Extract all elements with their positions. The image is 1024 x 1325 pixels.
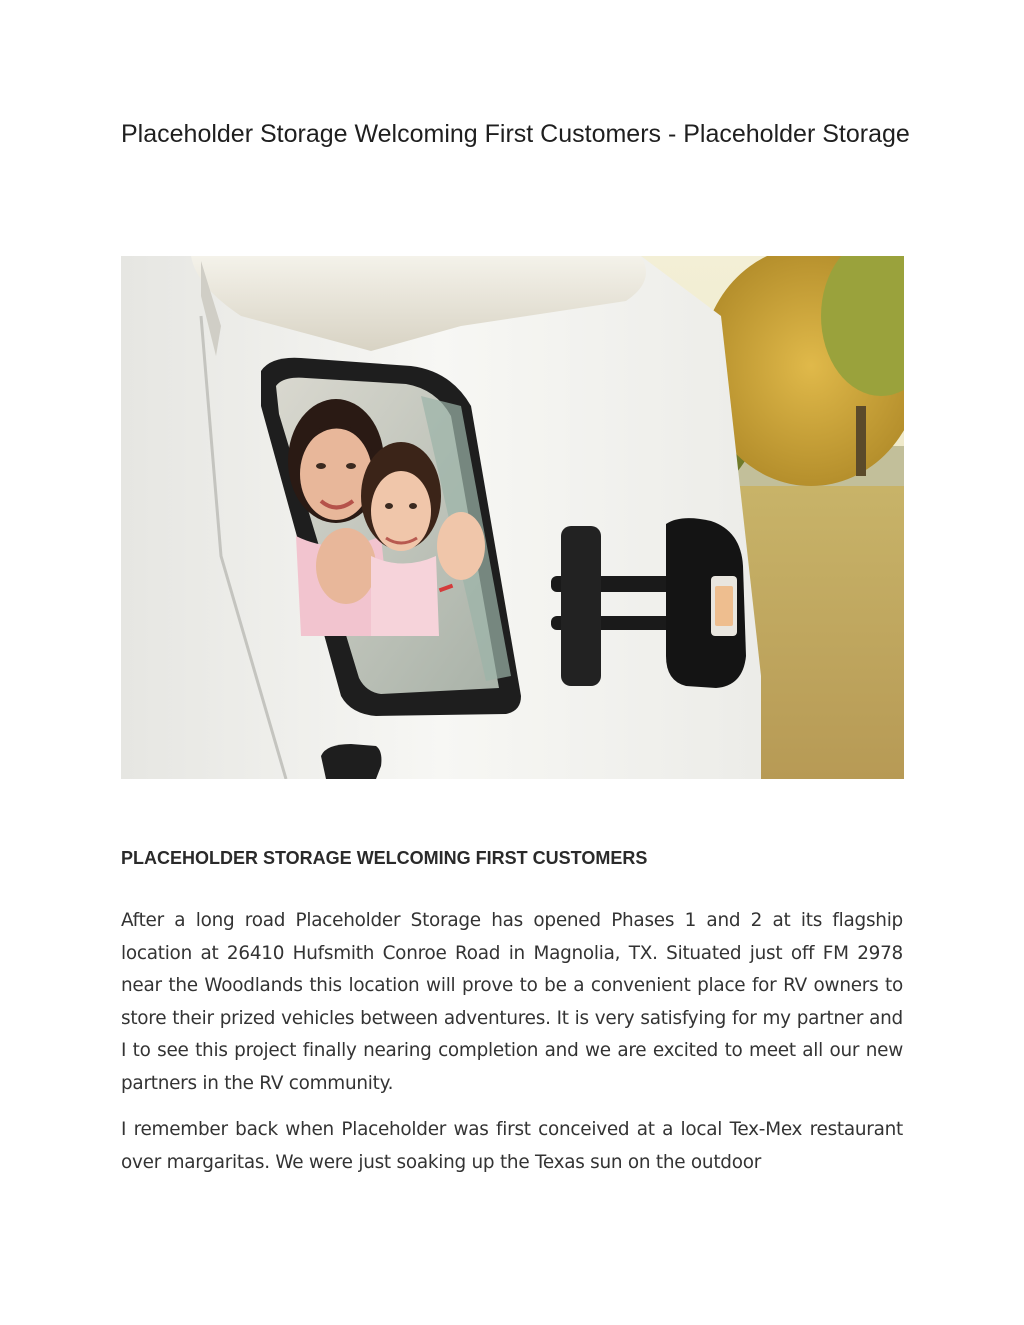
body-paragraph-1: After a long road Placeholder Storage has opened Phases 1 and 2 at its flagship location at 26410 Hufsmith Conroe Road in Magnolia, TX. Situated just off FM 2978 near the Woodlands this location will prove to be a convenient place for RV owners to store their prized vehicles between adventures. It is very satisfying for my partner and I to see this project finally nearing completion and we are excited to meet all our new partners in the RV community. xyxy=(121,910,903,1094)
section-heading: PLACEHOLDER STORAGE WELCOMING FIRST CUSTOMERS xyxy=(121,848,648,868)
hero-image xyxy=(121,256,904,779)
body-paragraph-2: I remember back when Placeholder was first conceived at a local Tex-Mex restaurant over margaritas. We were just soaking up the Texas sun on the outdoor xyxy=(121,1119,903,1173)
page-title: Placeholder Storage Welcoming First Customers - Placeholder Storage xyxy=(121,120,910,148)
rv-photo-icon xyxy=(121,256,904,779)
